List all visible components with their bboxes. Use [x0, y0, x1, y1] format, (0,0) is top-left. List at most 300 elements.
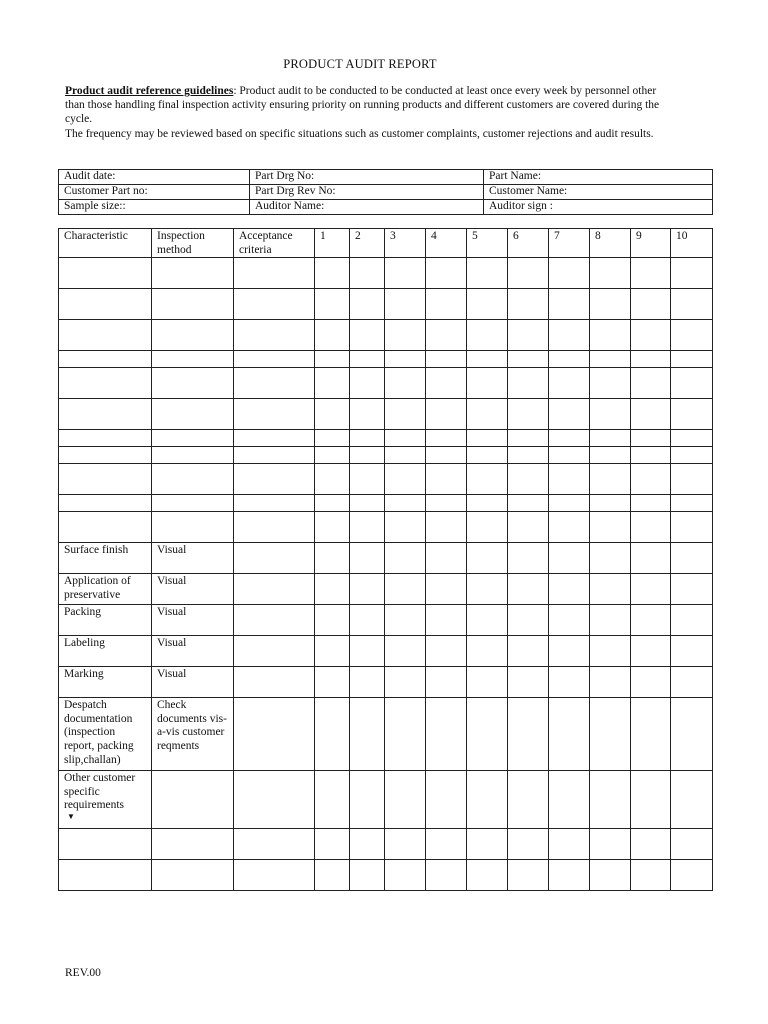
sample-cell[interactable]	[467, 698, 508, 771]
acceptance-criteria-cell[interactable]	[234, 543, 315, 574]
sample-cell[interactable]	[315, 351, 350, 368]
sample-cell[interactable]	[631, 667, 671, 698]
table-cell[interactable]	[59, 351, 152, 368]
sample-cell[interactable]	[671, 543, 713, 574]
sample-cell[interactable]	[350, 605, 385, 636]
sample-cell[interactable]	[671, 289, 713, 320]
table-cell[interactable]	[59, 464, 152, 495]
sample-cell[interactable]	[350, 464, 385, 495]
sample-cell[interactable]	[467, 829, 508, 860]
info-row	[59, 170, 713, 185]
acceptance-criteria-cell[interactable]	[234, 320, 315, 351]
acceptance-criteria-cell[interactable]	[234, 667, 315, 698]
header-sample-3: 3	[385, 229, 426, 258]
sample-cell[interactable]	[350, 430, 385, 447]
sample-cell[interactable]	[385, 829, 426, 860]
sample-cell[interactable]	[350, 512, 385, 543]
sample-cell[interactable]	[549, 543, 590, 574]
table-cell[interactable]	[152, 860, 234, 891]
sample-cell[interactable]	[467, 258, 508, 289]
sample-cell[interactable]	[631, 495, 671, 512]
page-title: PRODUCT AUDIT REPORT	[283, 57, 437, 71]
sample-cell[interactable]	[385, 399, 426, 430]
header-sample-10: 10	[671, 229, 713, 258]
sample-cell[interactable]	[350, 351, 385, 368]
sample-cell[interactable]	[467, 667, 508, 698]
table-cell[interactable]	[152, 399, 234, 430]
sample-cell[interactable]	[549, 258, 590, 289]
sample-cell[interactable]	[549, 495, 590, 512]
inspection-method-cell[interactable]: Visual	[152, 667, 234, 698]
sample-cell[interactable]	[350, 495, 385, 512]
part-drg-rev-no-field[interactable]: Part Drg Rev No:	[250, 185, 484, 200]
sample-cell[interactable]	[671, 512, 713, 543]
acceptance-criteria-cell[interactable]	[234, 636, 315, 667]
sample-cell[interactable]	[508, 698, 549, 771]
table-cell[interactable]	[59, 447, 152, 464]
table-cell[interactable]	[152, 368, 234, 399]
table-cell[interactable]	[59, 399, 152, 430]
table-cell[interactable]	[152, 495, 234, 512]
inspection-method-cell[interactable]: Visual	[152, 636, 234, 667]
sample-cell[interactable]	[590, 464, 631, 495]
sample-cell[interactable]	[385, 543, 426, 574]
table-cell[interactable]	[59, 829, 152, 860]
sample-cell[interactable]	[385, 430, 426, 447]
acceptance-criteria-cell[interactable]	[234, 860, 315, 891]
sample-cell[interactable]	[350, 258, 385, 289]
sample-cell[interactable]	[508, 399, 549, 430]
table-row	[59, 351, 713, 368]
table-row	[59, 289, 713, 320]
sample-cell[interactable]	[508, 368, 549, 399]
sample-cell[interactable]	[590, 320, 631, 351]
sample-cell[interactable]	[508, 771, 549, 829]
table-row	[59, 512, 713, 543]
characteristic-cell[interactable]: Marking	[59, 667, 152, 698]
acceptance-criteria-cell[interactable]	[234, 399, 315, 430]
sample-cell[interactable]	[426, 771, 467, 829]
sample-cell[interactable]	[671, 368, 713, 399]
sample-cell[interactable]	[350, 543, 385, 574]
sample-cell[interactable]	[549, 829, 590, 860]
sample-cell[interactable]	[671, 258, 713, 289]
auditor-sign-field[interactable]: Auditor sign :	[484, 200, 713, 215]
sample-cell[interactable]	[467, 430, 508, 447]
sample-cell[interactable]	[385, 605, 426, 636]
sample-cell[interactable]	[631, 605, 671, 636]
sample-cell[interactable]	[467, 495, 508, 512]
sample-cell[interactable]	[426, 464, 467, 495]
sample-cell[interactable]	[590, 860, 631, 891]
sample-cell[interactable]	[671, 464, 713, 495]
sample-cell[interactable]	[590, 351, 631, 368]
sample-cell[interactable]	[508, 636, 549, 667]
sample-cell[interactable]	[590, 543, 631, 574]
table-cell[interactable]	[59, 860, 152, 891]
sample-cell[interactable]	[467, 512, 508, 543]
part-drg-no-field[interactable]: Part Drg No:	[250, 170, 484, 185]
table-cell[interactable]	[59, 495, 152, 512]
sample-cell[interactable]	[508, 667, 549, 698]
part-name-field[interactable]: Part Name:	[484, 170, 713, 185]
table-cell[interactable]	[59, 368, 152, 399]
sample-cell[interactable]	[549, 698, 590, 771]
sample-cell[interactable]	[426, 430, 467, 447]
table-cell[interactable]	[152, 512, 234, 543]
sample-cell[interactable]	[385, 351, 426, 368]
sample-cell[interactable]	[426, 543, 467, 574]
sample-cell[interactable]	[590, 512, 631, 543]
characteristic-cell[interactable]: Labeling	[59, 636, 152, 667]
sample-cell[interactable]	[315, 447, 350, 464]
sample-cell[interactable]	[631, 258, 671, 289]
sample-cell[interactable]	[631, 289, 671, 320]
sample-cell[interactable]	[315, 495, 350, 512]
table-cell[interactable]	[152, 464, 234, 495]
inspection-method-cell[interactable]: Visual	[152, 574, 234, 605]
audit-info-table	[58, 169, 713, 215]
table-row	[59, 771, 713, 829]
sample-cell[interactable]	[426, 351, 467, 368]
sample-cell[interactable]	[549, 512, 590, 543]
frequency-text: The frequency may be reviewed based on specific situations such as customer complaints, customer rejections and audit results.	[65, 127, 654, 140]
sample-cell[interactable]	[549, 574, 590, 605]
sample-cell[interactable]	[385, 667, 426, 698]
sample-cell[interactable]	[631, 368, 671, 399]
sample-cell[interactable]	[549, 771, 590, 829]
sample-cell[interactable]	[426, 860, 467, 891]
sample-cell[interactable]	[671, 698, 713, 771]
sample-cell[interactable]	[467, 289, 508, 320]
characteristic-cell[interactable]	[59, 771, 152, 829]
table-cell[interactable]	[152, 320, 234, 351]
sample-cell[interactable]	[631, 771, 671, 829]
table-row	[59, 860, 713, 891]
sample-cell[interactable]	[426, 829, 467, 860]
acceptance-criteria-cell[interactable]	[234, 464, 315, 495]
inspection-method-cell[interactable]: Check documents vis-a-vis customer reqments	[152, 698, 234, 771]
acceptance-criteria-cell[interactable]	[234, 351, 315, 368]
sample-cell[interactable]	[549, 464, 590, 495]
table-cell[interactable]	[152, 258, 234, 289]
auditor-name-field[interactable]: Auditor Name:	[250, 200, 484, 215]
sample-cell[interactable]	[350, 368, 385, 399]
sample-cell[interactable]	[467, 771, 508, 829]
sample-cell[interactable]	[426, 698, 467, 771]
header-characteristic: Characteristic	[59, 229, 152, 258]
sample-cell[interactable]	[631, 399, 671, 430]
acceptance-criteria-cell[interactable]	[234, 574, 315, 605]
audit-date-field[interactable]: Audit date:	[59, 170, 250, 185]
header-sample-7: 7	[549, 229, 590, 258]
sample-cell[interactable]	[508, 447, 549, 464]
sample-cell[interactable]	[467, 351, 508, 368]
characteristic-cell[interactable]: Application of preservative	[59, 574, 152, 605]
sample-cell[interactable]	[631, 543, 671, 574]
sample-cell[interactable]	[549, 289, 590, 320]
acceptance-criteria-cell[interactable]	[234, 698, 315, 771]
sample-cell[interactable]	[631, 698, 671, 771]
sample-cell[interactable]	[350, 289, 385, 320]
sample-cell[interactable]	[350, 771, 385, 829]
sample-cell[interactable]	[508, 258, 549, 289]
header-sample-5: 5	[467, 229, 508, 258]
sample-cell[interactable]	[385, 512, 426, 543]
characteristic-cell[interactable]: Packing	[59, 605, 152, 636]
acceptance-criteria-cell[interactable]	[234, 258, 315, 289]
sample-cell[interactable]	[590, 829, 631, 860]
sample-cell[interactable]	[385, 698, 426, 771]
table-cell[interactable]	[152, 351, 234, 368]
sample-cell[interactable]	[315, 399, 350, 430]
sample-cell[interactable]	[350, 399, 385, 430]
acceptance-criteria-cell[interactable]	[234, 289, 315, 320]
sample-cell[interactable]	[426, 605, 467, 636]
sample-cell[interactable]	[426, 289, 467, 320]
sample-cell[interactable]	[549, 447, 590, 464]
sample-cell[interactable]	[671, 860, 713, 891]
sample-cell[interactable]	[549, 351, 590, 368]
sample-cell[interactable]	[590, 771, 631, 829]
table-cell[interactable]	[152, 447, 234, 464]
dropdown-arrow-icon[interactable]: ▼	[67, 811, 75, 821]
sample-cell[interactable]	[467, 320, 508, 351]
sample-cell[interactable]	[590, 430, 631, 447]
acceptance-criteria-cell[interactable]	[234, 447, 315, 464]
sample-cell[interactable]	[350, 667, 385, 698]
sample-cell[interactable]	[315, 464, 350, 495]
table-row	[59, 430, 713, 447]
table-row	[59, 574, 713, 605]
characteristic-cell[interactable]: Surface finish	[59, 543, 152, 574]
sample-cell[interactable]	[350, 447, 385, 464]
sample-cell[interactable]	[590, 399, 631, 430]
sample-cell[interactable]	[590, 667, 631, 698]
header-sample-8: 8	[590, 229, 631, 258]
acceptance-criteria-cell[interactable]	[234, 512, 315, 543]
guidelines-block	[65, 84, 665, 141]
sample-cell[interactable]	[508, 289, 549, 320]
sample-cell[interactable]	[426, 512, 467, 543]
acceptance-criteria-cell[interactable]	[234, 605, 315, 636]
sample-cell[interactable]	[315, 829, 350, 860]
sample-cell[interactable]	[315, 698, 350, 771]
table-row	[59, 495, 713, 512]
sample-cell[interactable]	[385, 368, 426, 399]
sample-cell[interactable]	[467, 368, 508, 399]
sample-cell[interactable]	[426, 320, 467, 351]
sample-cell[interactable]	[385, 495, 426, 512]
sample-cell[interactable]	[350, 636, 385, 667]
sample-cell[interactable]	[508, 430, 549, 447]
table-cell[interactable]	[59, 512, 152, 543]
sample-cell[interactable]	[315, 574, 350, 605]
sample-cell[interactable]	[549, 320, 590, 351]
sample-cell[interactable]	[590, 495, 631, 512]
sample-cell[interactable]	[671, 495, 713, 512]
sample-cell[interactable]	[508, 543, 549, 574]
sample-cell[interactable]	[385, 860, 426, 891]
acceptance-criteria-cell[interactable]	[234, 368, 315, 399]
sample-cell[interactable]	[671, 430, 713, 447]
sample-cell[interactable]	[385, 574, 426, 605]
sample-cell[interactable]	[350, 320, 385, 351]
sample-cell[interactable]	[426, 667, 467, 698]
sample-cell[interactable]	[426, 636, 467, 667]
sample-cell[interactable]	[631, 512, 671, 543]
sample-cell[interactable]	[385, 464, 426, 495]
sample-cell[interactable]	[315, 543, 350, 574]
sample-cell[interactable]	[631, 636, 671, 667]
sample-cell[interactable]	[467, 636, 508, 667]
sample-cell[interactable]	[671, 351, 713, 368]
sample-cell[interactable]	[467, 399, 508, 430]
sample-cell[interactable]	[315, 636, 350, 667]
sample-cell[interactable]	[426, 399, 467, 430]
sample-cell[interactable]	[385, 636, 426, 667]
sample-cell[interactable]	[508, 829, 549, 860]
sample-cell[interactable]	[467, 574, 508, 605]
table-row	[59, 368, 713, 399]
other-requirements-wrap	[64, 772, 146, 821]
sample-cell[interactable]	[508, 351, 549, 368]
sample-cell[interactable]	[590, 258, 631, 289]
info-row	[59, 200, 713, 215]
sample-cell[interactable]	[315, 258, 350, 289]
customer-part-no-field[interactable]: Customer Part no:	[59, 185, 250, 200]
sample-cell[interactable]	[508, 512, 549, 543]
sample-cell[interactable]	[315, 605, 350, 636]
sample-cell[interactable]	[671, 320, 713, 351]
inspection-method-cell[interactable]: Visual	[152, 605, 234, 636]
sample-cell[interactable]	[426, 368, 467, 399]
sample-cell[interactable]	[549, 636, 590, 667]
table-cell[interactable]	[59, 258, 152, 289]
sample-size-field[interactable]: Sample size::	[59, 200, 250, 215]
sample-cell[interactable]	[467, 860, 508, 891]
sample-cell[interactable]	[315, 368, 350, 399]
sample-cell[interactable]	[508, 605, 549, 636]
table-cell[interactable]	[59, 430, 152, 447]
sample-cell[interactable]	[467, 605, 508, 636]
sample-cell[interactable]	[508, 860, 549, 891]
sample-cell[interactable]	[631, 860, 671, 891]
sample-cell[interactable]	[671, 399, 713, 430]
table-row	[59, 464, 713, 495]
sample-cell[interactable]	[590, 636, 631, 667]
sample-cell[interactable]	[315, 289, 350, 320]
sample-cell[interactable]	[508, 574, 549, 605]
sample-cell[interactable]	[385, 771, 426, 829]
sample-cell[interactable]	[631, 447, 671, 464]
acceptance-criteria-cell[interactable]	[234, 495, 315, 512]
inspection-method-cell[interactable]: Visual	[152, 543, 234, 574]
acceptance-criteria-cell[interactable]	[234, 430, 315, 447]
sample-cell[interactable]	[426, 447, 467, 464]
sample-cell[interactable]	[671, 667, 713, 698]
sample-cell[interactable]	[549, 667, 590, 698]
table-cell[interactable]	[152, 829, 234, 860]
sample-cell[interactable]	[590, 447, 631, 464]
sample-cell[interactable]	[671, 771, 713, 829]
sample-cell[interactable]	[315, 771, 350, 829]
sample-cell[interactable]	[315, 667, 350, 698]
sample-cell[interactable]	[549, 430, 590, 447]
characteristic-cell[interactable]: Despatch documentation (inspection report, packing slip,challan)	[59, 698, 152, 771]
header-acceptance-criteria: Acceptance criteria	[234, 229, 315, 258]
table-row	[59, 447, 713, 464]
sample-cell[interactable]	[467, 464, 508, 495]
sample-cell[interactable]	[631, 464, 671, 495]
header-sample-9: 9	[631, 229, 671, 258]
inspection-method-cell[interactable]	[152, 771, 234, 829]
sample-cell[interactable]	[385, 447, 426, 464]
sample-cell[interactable]	[315, 512, 350, 543]
sample-cell[interactable]	[385, 289, 426, 320]
sample-cell[interactable]	[671, 829, 713, 860]
sample-cell[interactable]	[590, 605, 631, 636]
sample-cell[interactable]	[350, 860, 385, 891]
table-row	[59, 698, 713, 771]
sample-cell[interactable]	[631, 320, 671, 351]
sample-cell[interactable]	[549, 368, 590, 399]
sample-cell[interactable]	[590, 368, 631, 399]
sample-cell[interactable]	[350, 829, 385, 860]
sample-cell[interactable]	[315, 860, 350, 891]
sample-cell[interactable]	[549, 860, 590, 891]
table-cell[interactable]	[152, 430, 234, 447]
sample-cell[interactable]	[350, 698, 385, 771]
info-row	[59, 185, 713, 200]
sample-cell[interactable]	[467, 543, 508, 574]
sample-cell[interactable]	[631, 351, 671, 368]
table-cell[interactable]	[152, 289, 234, 320]
sample-cell[interactable]	[385, 258, 426, 289]
sample-cell[interactable]	[315, 430, 350, 447]
table-row	[59, 399, 713, 430]
sample-cell[interactable]	[631, 574, 671, 605]
sample-cell[interactable]	[508, 464, 549, 495]
sample-cell[interactable]	[315, 320, 350, 351]
sample-cell[interactable]	[631, 829, 671, 860]
sample-cell[interactable]	[426, 574, 467, 605]
sample-cell[interactable]	[590, 289, 631, 320]
customer-name-field[interactable]: Customer Name:	[484, 185, 713, 200]
acceptance-criteria-cell[interactable]	[234, 829, 315, 860]
sample-cell[interactable]	[671, 574, 713, 605]
header-inspection-method: Inspection method	[152, 229, 234, 258]
sample-cell[interactable]	[426, 495, 467, 512]
table-cell[interactable]	[59, 320, 152, 351]
sample-cell[interactable]	[671, 447, 713, 464]
sample-cell[interactable]	[508, 495, 549, 512]
sample-cell[interactable]	[508, 320, 549, 351]
table-cell[interactable]	[59, 289, 152, 320]
sample-cell[interactable]	[467, 447, 508, 464]
sample-cell[interactable]	[549, 605, 590, 636]
sample-cell[interactable]	[426, 258, 467, 289]
sample-cell[interactable]	[590, 574, 631, 605]
sample-cell[interactable]	[671, 636, 713, 667]
sample-cell[interactable]	[549, 399, 590, 430]
sample-cell[interactable]	[590, 698, 631, 771]
sample-cell[interactable]	[350, 574, 385, 605]
sample-cell[interactable]	[385, 320, 426, 351]
acceptance-criteria-cell[interactable]	[234, 771, 315, 829]
sample-cell[interactable]	[671, 605, 713, 636]
sample-cell[interactable]	[631, 430, 671, 447]
